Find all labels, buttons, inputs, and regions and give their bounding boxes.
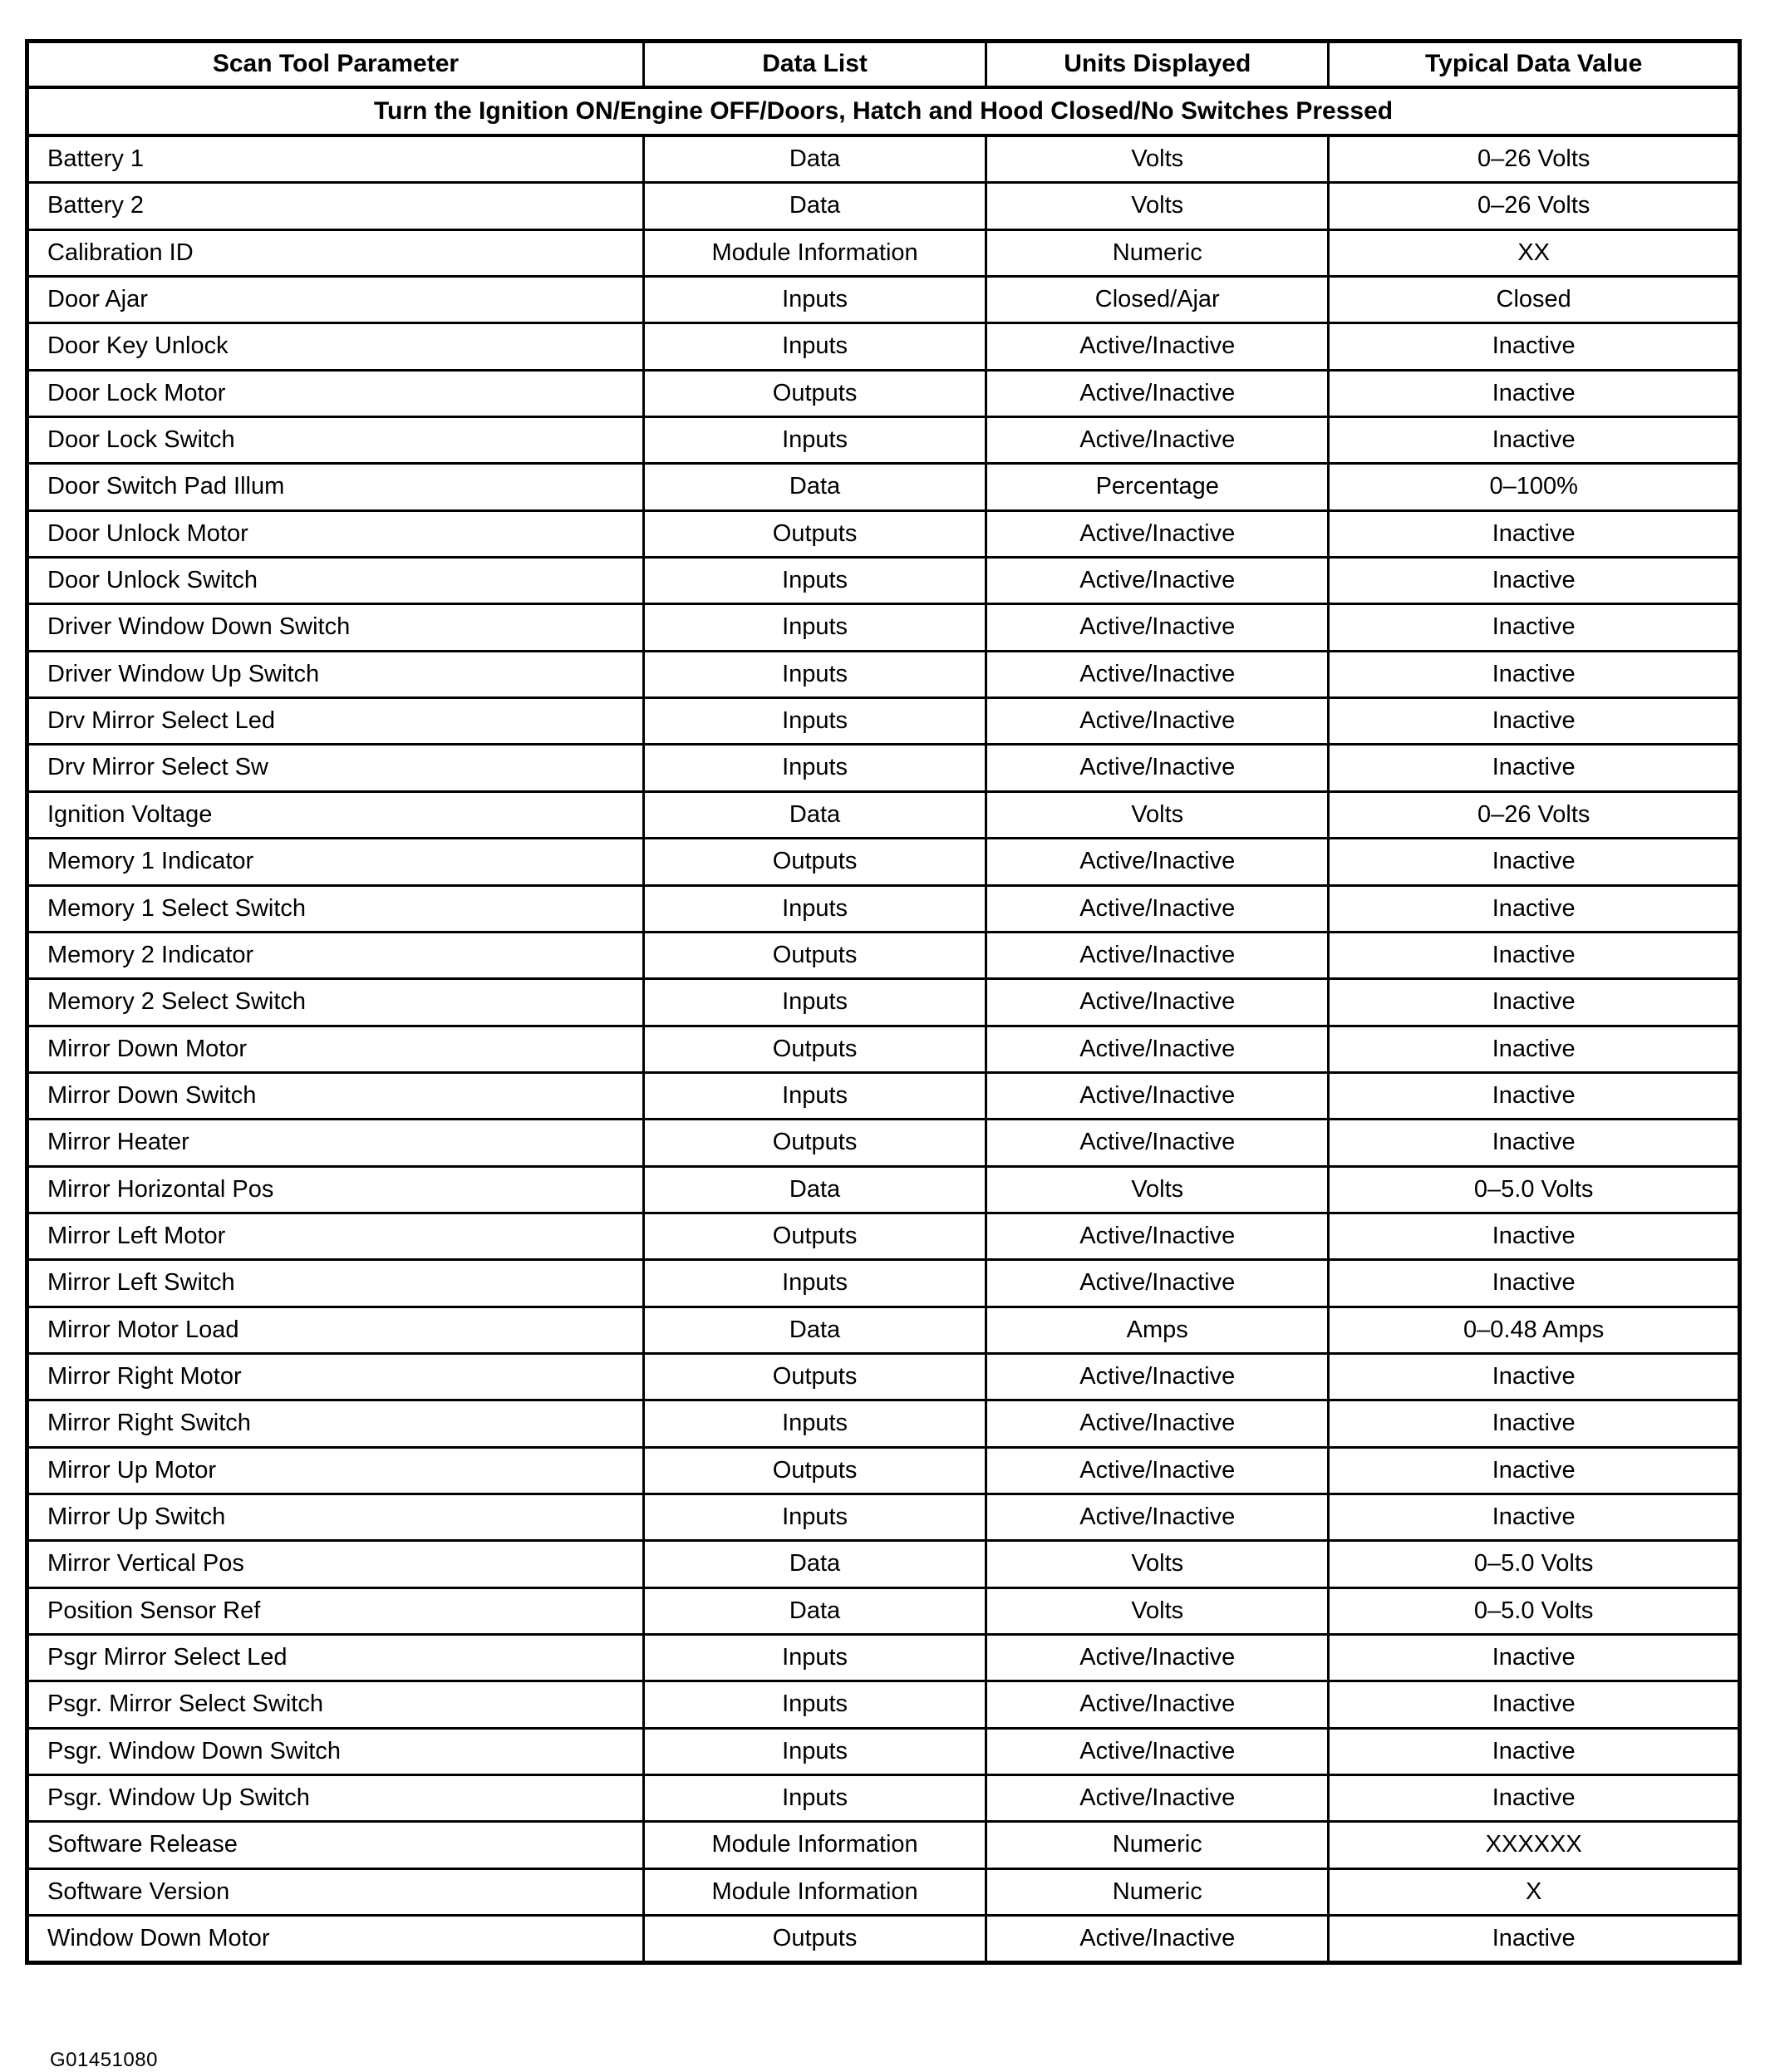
value-cell: Inactive [1329, 839, 1740, 885]
header-row [27, 42, 1740, 87]
units-cell: Numeric [986, 229, 1329, 276]
value-cell: Inactive [1329, 1353, 1740, 1400]
units-cell: Active/Inactive [986, 417, 1329, 464]
table-row [27, 323, 1740, 370]
param-cell: Door Switch Pad Illum [27, 464, 644, 510]
value-cell: 0–5.0 Volts [1329, 1541, 1740, 1587]
data-list-cell: Inputs [643, 1260, 986, 1307]
param-cell: Mirror Right Switch [27, 1400, 644, 1447]
data-list-cell: Outputs [643, 1026, 986, 1072]
value-cell: Inactive [1329, 1681, 1740, 1728]
data-list-cell: Inputs [643, 745, 986, 791]
units-cell: Volts [986, 1587, 1329, 1634]
units-cell: Closed/Ajar [986, 277, 1329, 323]
param-cell: Window Down Motor [27, 1916, 644, 1963]
table-row [27, 932, 1740, 978]
units-cell: Numeric [986, 1822, 1329, 1868]
data-list-cell: Data [643, 135, 986, 183]
units-cell: Active/Inactive [986, 1447, 1329, 1494]
data-list-cell: Inputs [643, 651, 986, 697]
value-cell: Closed [1329, 277, 1740, 323]
units-cell: Active/Inactive [986, 1026, 1329, 1072]
data-list-cell: Data [643, 1587, 986, 1634]
table-row [27, 510, 1740, 557]
table-row [27, 1072, 1740, 1119]
param-cell: Door Lock Switch [27, 417, 644, 464]
data-list-cell: Outputs [643, 370, 986, 416]
units-cell: Active/Inactive [986, 1213, 1329, 1259]
data-list-cell: Inputs [643, 277, 986, 323]
param-cell: Mirror Right Motor [27, 1353, 644, 1400]
value-cell: Inactive [1329, 1260, 1740, 1307]
data-list-cell: Outputs [643, 1916, 986, 1963]
data-list-cell: Inputs [643, 1072, 986, 1119]
param-cell: Software Version [27, 1868, 644, 1915]
units-cell: Active/Inactive [986, 745, 1329, 791]
value-cell: Inactive [1329, 1916, 1740, 1963]
param-cell: Software Release [27, 1822, 644, 1868]
condition-row [27, 87, 1740, 136]
data-list-cell: Outputs [643, 932, 986, 978]
units-cell: Amps [986, 1307, 1329, 1353]
param-cell: Memory 2 Select Switch [27, 979, 644, 1026]
table-row [27, 229, 1740, 276]
units-cell: Active/Inactive [986, 1728, 1329, 1774]
param-cell: Calibration ID [27, 229, 644, 276]
param-cell: Mirror Up Switch [27, 1494, 644, 1540]
param-cell: Position Sensor Ref [27, 1587, 644, 1634]
units-cell: Active/Inactive [986, 1775, 1329, 1822]
param-cell: Driver Window Up Switch [27, 651, 644, 697]
table-row [27, 1681, 1740, 1728]
units-cell: Volts [986, 1541, 1329, 1587]
document-page [25, 39, 1742, 2071]
units-cell: Active/Inactive [986, 1072, 1329, 1119]
data-list-cell: Inputs [643, 979, 986, 1026]
units-cell: Active/Inactive [986, 651, 1329, 697]
param-cell: Psgr. Window Down Switch [27, 1728, 644, 1774]
value-cell: 0–5.0 Volts [1329, 1166, 1740, 1213]
table-body [27, 135, 1740, 1963]
table-row [27, 1400, 1740, 1447]
table-row [27, 1541, 1740, 1587]
column-header-data-list: Data List [643, 42, 986, 87]
table-row [27, 979, 1740, 1026]
value-cell: Inactive [1329, 370, 1740, 416]
units-cell: Volts [986, 135, 1329, 183]
units-cell: Active/Inactive [986, 1681, 1329, 1728]
data-list-cell: Outputs [643, 1447, 986, 1494]
table-row [27, 277, 1740, 323]
param-cell: Mirror Down Motor [27, 1026, 644, 1072]
units-cell: Active/Inactive [986, 1916, 1329, 1963]
value-cell: 0–100% [1329, 464, 1740, 510]
data-list-cell: Inputs [643, 1775, 986, 1822]
data-list-cell: Data [643, 183, 986, 229]
value-cell: Inactive [1329, 979, 1740, 1026]
value-cell: Inactive [1329, 698, 1740, 745]
data-list-cell: Outputs [643, 1353, 986, 1400]
data-list-cell: Inputs [643, 1494, 986, 1540]
param-cell: Battery 2 [27, 183, 644, 229]
value-cell: Inactive [1329, 1494, 1740, 1540]
param-cell: Psgr. Window Up Switch [27, 1775, 644, 1822]
data-list-cell: Inputs [643, 1728, 986, 1774]
param-cell: Door Ajar [27, 277, 644, 323]
table-row [27, 1822, 1740, 1868]
table-row [27, 1307, 1740, 1353]
data-list-cell: Data [643, 1541, 986, 1587]
table-row [27, 183, 1740, 229]
param-cell: Memory 1 Select Switch [27, 885, 644, 932]
units-cell: Numeric [986, 1868, 1329, 1915]
param-cell: Mirror Motor Load [27, 1307, 644, 1353]
value-cell: Inactive [1329, 604, 1740, 651]
param-cell: Psgr. Mirror Select Switch [27, 1681, 644, 1728]
table-row [27, 1916, 1740, 1963]
table-row [27, 1213, 1740, 1259]
value-cell: Inactive [1329, 885, 1740, 932]
units-cell: Active/Inactive [986, 1635, 1329, 1681]
param-cell: Mirror Horizontal Pos [27, 1166, 644, 1213]
param-cell: Memory 1 Indicator [27, 839, 644, 885]
data-list-cell: Inputs [643, 323, 986, 370]
param-cell: Drv Mirror Select Sw [27, 745, 644, 791]
units-cell: Active/Inactive [986, 1260, 1329, 1307]
data-list-cell: Data [643, 1166, 986, 1213]
value-cell: Inactive [1329, 558, 1740, 604]
table-row [27, 464, 1740, 510]
data-list-cell: Inputs [643, 698, 986, 745]
value-cell: Inactive [1329, 651, 1740, 697]
value-cell: Inactive [1329, 1775, 1740, 1822]
data-list-cell: Inputs [643, 604, 986, 651]
data-list-cell: Data [643, 791, 986, 838]
value-cell: Inactive [1329, 1635, 1740, 1681]
value-cell: Inactive [1329, 1213, 1740, 1259]
units-cell: Percentage [986, 464, 1329, 510]
data-list-cell: Data [643, 1307, 986, 1353]
table-row [27, 745, 1740, 791]
param-cell: Driver Window Down Switch [27, 604, 644, 651]
units-cell: Active/Inactive [986, 604, 1329, 651]
units-cell: Active/Inactive [986, 1353, 1329, 1400]
value-cell: X [1329, 1868, 1740, 1915]
value-cell: 0–26 Volts [1329, 791, 1740, 838]
value-cell: 0–26 Volts [1329, 183, 1740, 229]
data-list-cell: Inputs [643, 1400, 986, 1447]
units-cell: Active/Inactive [986, 885, 1329, 932]
table-row [27, 1260, 1740, 1307]
column-header-units-displayed: Units Displayed [986, 42, 1329, 87]
table-row [27, 1868, 1740, 1915]
param-cell: Drv Mirror Select Led [27, 698, 644, 745]
value-cell: 0–26 Volts [1329, 135, 1740, 183]
table-row [27, 1587, 1740, 1634]
table-row [27, 698, 1740, 745]
value-cell: Inactive [1329, 1400, 1740, 1447]
units-cell: Active/Inactive [986, 1400, 1329, 1447]
param-cell: Door Unlock Switch [27, 558, 644, 604]
data-list-cell: Inputs [643, 1635, 986, 1681]
table-row [27, 370, 1740, 416]
param-cell: Battery 1 [27, 135, 644, 183]
units-cell: Volts [986, 183, 1329, 229]
value-cell: Inactive [1329, 1026, 1740, 1072]
value-cell: XX [1329, 229, 1740, 276]
data-list-cell: Data [643, 464, 986, 510]
table-row [27, 791, 1740, 838]
value-cell: Inactive [1329, 745, 1740, 791]
units-cell: Active/Inactive [986, 932, 1329, 978]
data-list-cell: Module Information [643, 1822, 986, 1868]
value-cell: XXXXXX [1329, 1822, 1740, 1868]
table-row [27, 135, 1740, 183]
column-header-typical-data-value: Typical Data Value [1329, 42, 1740, 87]
table-row [27, 1775, 1740, 1822]
param-cell: Mirror Left Motor [27, 1213, 644, 1259]
scan-tool-data-table [25, 39, 1742, 1965]
param-cell: Door Lock Motor [27, 370, 644, 416]
units-cell: Active/Inactive [986, 558, 1329, 604]
units-cell: Active/Inactive [986, 839, 1329, 885]
data-list-cell: Inputs [643, 1681, 986, 1728]
value-cell: Inactive [1329, 1447, 1740, 1494]
units-cell: Volts [986, 1166, 1329, 1213]
value-cell: 0–0.48 Amps [1329, 1307, 1740, 1353]
condition-text: Turn the Ignition ON/Engine OFF/Doors, Hatch and Hood Closed/No Switches Pressed [27, 87, 1740, 136]
param-cell: Mirror Left Switch [27, 1260, 644, 1307]
table-row [27, 417, 1740, 464]
table-row [27, 1353, 1740, 1400]
data-list-cell: Outputs [643, 839, 986, 885]
data-list-cell: Inputs [643, 417, 986, 464]
param-cell: Door Key Unlock [27, 323, 644, 370]
data-list-cell: Inputs [643, 885, 986, 932]
table-row [27, 1447, 1740, 1494]
table-row [27, 1166, 1740, 1213]
table-row [27, 1635, 1740, 1681]
param-cell: Mirror Up Motor [27, 1447, 644, 1494]
value-cell: Inactive [1329, 1120, 1740, 1166]
table-row [27, 885, 1740, 932]
param-cell: Psgr Mirror Select Led [27, 1635, 644, 1681]
table-row [27, 1026, 1740, 1072]
value-cell: Inactive [1329, 932, 1740, 978]
data-list-cell: Outputs [643, 1213, 986, 1259]
units-cell: Active/Inactive [986, 323, 1329, 370]
value-cell: Inactive [1329, 1728, 1740, 1774]
value-cell: Inactive [1329, 1072, 1740, 1119]
units-cell: Volts [986, 791, 1329, 838]
value-cell: Inactive [1329, 510, 1740, 557]
table-row [27, 1494, 1740, 1540]
units-cell: Active/Inactive [986, 698, 1329, 745]
param-cell: Ignition Voltage [27, 791, 644, 838]
data-list-cell: Module Information [643, 229, 986, 276]
units-cell: Active/Inactive [986, 979, 1329, 1026]
param-cell: Mirror Vertical Pos [27, 1541, 644, 1587]
data-list-cell: Outputs [643, 510, 986, 557]
param-cell: Mirror Heater [27, 1120, 644, 1166]
units-cell: Active/Inactive [986, 1120, 1329, 1166]
table-row [27, 604, 1740, 651]
units-cell: Active/Inactive [986, 1494, 1329, 1540]
table-row [27, 1120, 1740, 1166]
value-cell: 0–5.0 Volts [1329, 1587, 1740, 1634]
param-cell: Mirror Down Switch [27, 1072, 644, 1119]
param-cell: Memory 2 Indicator [27, 932, 644, 978]
table-row [27, 558, 1740, 604]
column-header-scan-tool-parameter: Scan Tool Parameter [27, 42, 644, 87]
table-row [27, 839, 1740, 885]
data-list-cell: Module Information [643, 1868, 986, 1915]
value-cell: Inactive [1329, 417, 1740, 464]
param-cell: Door Unlock Motor [27, 510, 644, 557]
data-list-cell: Outputs [643, 1120, 986, 1166]
units-cell: Active/Inactive [986, 370, 1329, 416]
table-row [27, 651, 1740, 697]
value-cell: Inactive [1329, 323, 1740, 370]
units-cell: Active/Inactive [986, 510, 1329, 557]
data-list-cell: Inputs [643, 558, 986, 604]
table-row [27, 1728, 1740, 1774]
figure-code: G01451080 [50, 2049, 158, 2071]
